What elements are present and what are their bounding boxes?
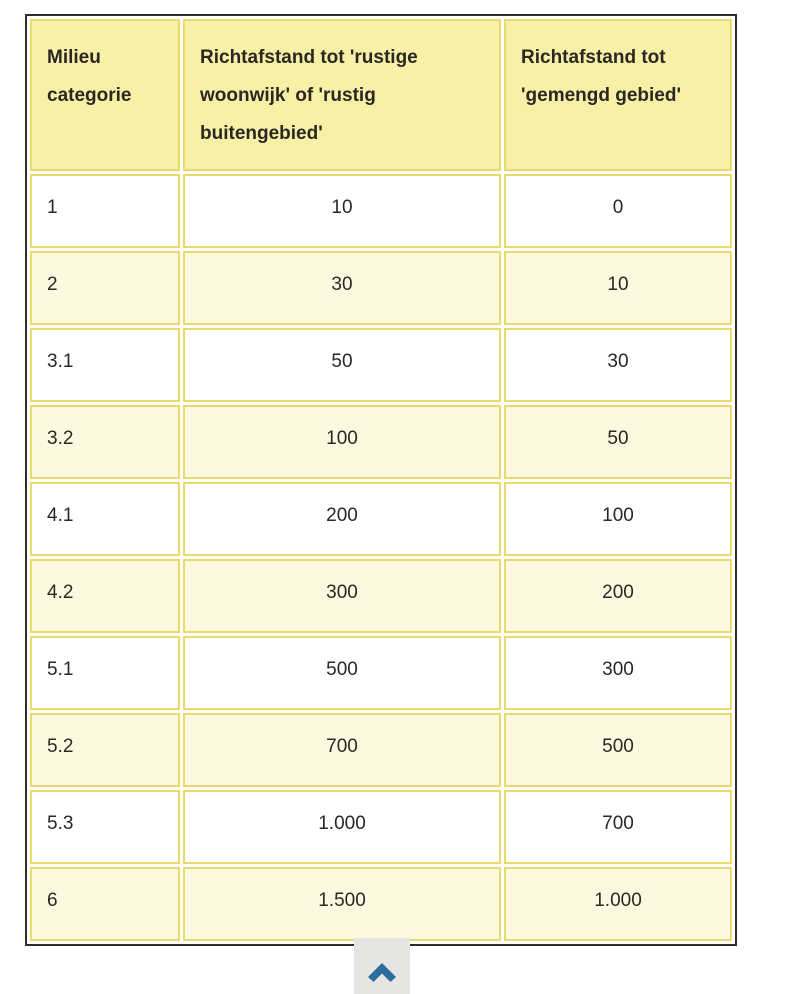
- cell-afstand-gemengd: 700: [504, 790, 732, 864]
- cell-afstand-gemengd: 50: [504, 405, 732, 479]
- cell-categorie: 2: [30, 251, 180, 325]
- table-row: [30, 251, 732, 325]
- cell-afstand-rustig: 200: [183, 482, 501, 556]
- cell-afstand-gemengd: 200: [504, 559, 732, 633]
- table-row: [30, 174, 732, 248]
- cell-afstand-rustig: 50: [183, 328, 501, 402]
- cell-categorie: 5.3: [30, 790, 180, 864]
- column-header-richtafstand-gemengd: Richtafstand tot 'gemengd gebied': [504, 19, 732, 171]
- column-header-milieucategorie: Milieu categorie: [30, 19, 180, 171]
- table-row: [30, 328, 732, 402]
- cell-categorie: 4.2: [30, 559, 180, 633]
- cell-afstand-rustig: 30: [183, 251, 501, 325]
- richtafstand-table: [25, 14, 737, 946]
- cell-categorie: 6: [30, 867, 180, 941]
- cell-afstand-gemengd: 10: [504, 251, 732, 325]
- cell-afstand-rustig: 1.000: [183, 790, 501, 864]
- cell-categorie: 3.2: [30, 405, 180, 479]
- cell-afstand-gemengd: 300: [504, 636, 732, 710]
- table-row: [30, 713, 732, 787]
- cell-afstand-gemengd: 500: [504, 713, 732, 787]
- cell-afstand-gemengd: 1.000: [504, 867, 732, 941]
- table-row: [30, 405, 732, 479]
- cell-afstand-rustig: 500: [183, 636, 501, 710]
- cell-categorie: 4.1: [30, 482, 180, 556]
- cell-afstand-rustig: 300: [183, 559, 501, 633]
- table-row: [30, 867, 732, 941]
- cell-afstand-rustig: 1.500: [183, 867, 501, 941]
- cell-categorie: 5.1: [30, 636, 180, 710]
- cell-categorie: 5.2: [30, 713, 180, 787]
- back-to-top-button[interactable]: [354, 938, 410, 994]
- cell-categorie: 3.1: [30, 328, 180, 402]
- cell-afstand-gemengd: 0: [504, 174, 732, 248]
- chevron-up-icon: [354, 962, 410, 982]
- column-header-richtafstand-rustig: Richtafstand tot 'rustige woonwijk' of 'rustig buitengebied': [183, 19, 501, 171]
- cell-afstand-gemengd: 100: [504, 482, 732, 556]
- cell-categorie: 1: [30, 174, 180, 248]
- table-row: [30, 559, 732, 633]
- cell-afstand-rustig: 700: [183, 713, 501, 787]
- cell-afstand-gemengd: 30: [504, 328, 732, 402]
- cell-afstand-rustig: 100: [183, 405, 501, 479]
- table-header-row: [30, 19, 732, 171]
- table-row: [30, 636, 732, 710]
- cell-afstand-rustig: 10: [183, 174, 501, 248]
- table-row: [30, 790, 732, 864]
- table-row: [30, 482, 732, 556]
